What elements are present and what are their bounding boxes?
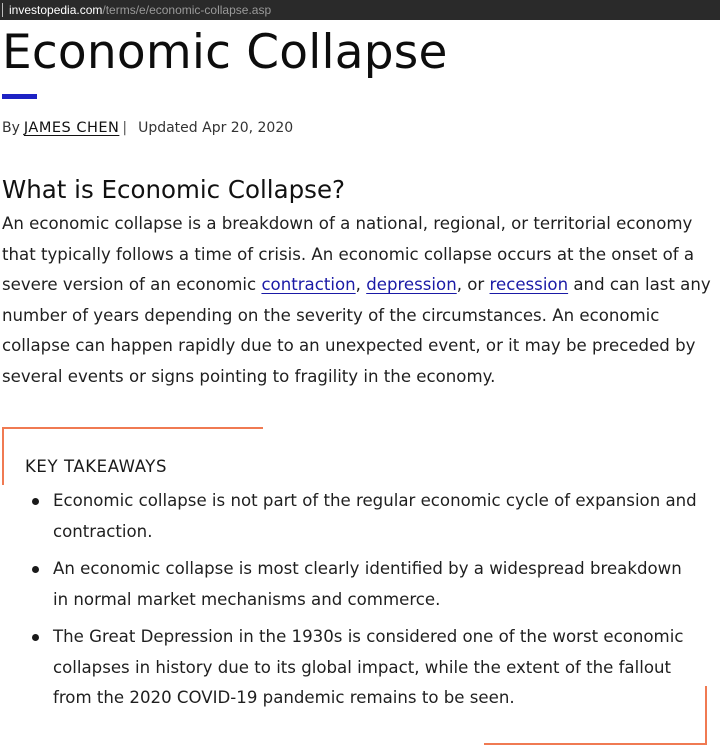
intro-text-1: An economic collapse is a breakdown of a national, regional, or territorial economy that typically follows a time of crisis. An economic collapse occurs at the onset of a severe version of an economic	[2, 214, 695, 294]
depression-link[interactable]: depression	[366, 275, 457, 294]
intro-text-4: and can last any number of years depending on the severity of the circumstances. An economic collapse can happen rapidly due to an unexpected event, or it may be preceded by several events or signs pointing to fragility in the economy.	[2, 275, 711, 386]
takeaways-border-left	[2, 427, 4, 485]
url-host: investopedia.com	[9, 3, 103, 17]
takeaway-item	[32, 554, 702, 615]
byline-prefix: By	[2, 120, 20, 136]
byline	[2, 118, 293, 138]
takeaway-item	[32, 486, 702, 547]
contraction-link[interactable]: contraction	[261, 275, 356, 294]
key-takeaways-list	[32, 486, 702, 721]
takeaways-border-top	[2, 427, 263, 429]
url-bar-divider	[2, 3, 3, 17]
recession-link[interactable]: recession	[489, 275, 569, 294]
author-link[interactable]: JAMES CHEN	[23, 120, 120, 136]
page-title: Economic Collapse	[2, 25, 448, 80]
bullet-icon	[32, 566, 39, 573]
url-path: /terms/e/economic-collapse.asp	[102, 3, 272, 17]
section-heading: What is Economic Collapse?	[2, 175, 346, 204]
takeaway-text: The Great Depression in the 1930s is considered one of the worst economic collapses in history due to its global impact, while the extent of the fallout from the 2020 COVID-19 pandemic remains to be seen.	[53, 627, 684, 707]
key-takeaways-heading: KEY TAKEAWAYS	[25, 457, 168, 476]
takeaways-border-right	[705, 686, 707, 745]
title-accent-rule	[2, 94, 37, 99]
takeaways-border-bottom	[484, 743, 707, 745]
bullet-icon	[32, 498, 39, 505]
intro-paragraph	[2, 209, 712, 392]
updated-date: Updated Apr 20, 2020	[138, 120, 294, 136]
takeaway-text: An economic collapse is most clearly identified by a widespread breakdown in normal market mechanisms and commerce.	[53, 559, 682, 609]
byline-separator: |	[122, 120, 128, 136]
takeaway-text: Economic collapse is not part of the regular economic cycle of expansion and contraction.	[53, 491, 697, 541]
takeaway-item	[32, 622, 702, 714]
intro-text-2: ,	[355, 275, 367, 294]
browser-url-bar[interactable]	[0, 0, 720, 20]
bullet-icon	[32, 634, 39, 641]
intro-text-3: , or	[456, 275, 490, 294]
